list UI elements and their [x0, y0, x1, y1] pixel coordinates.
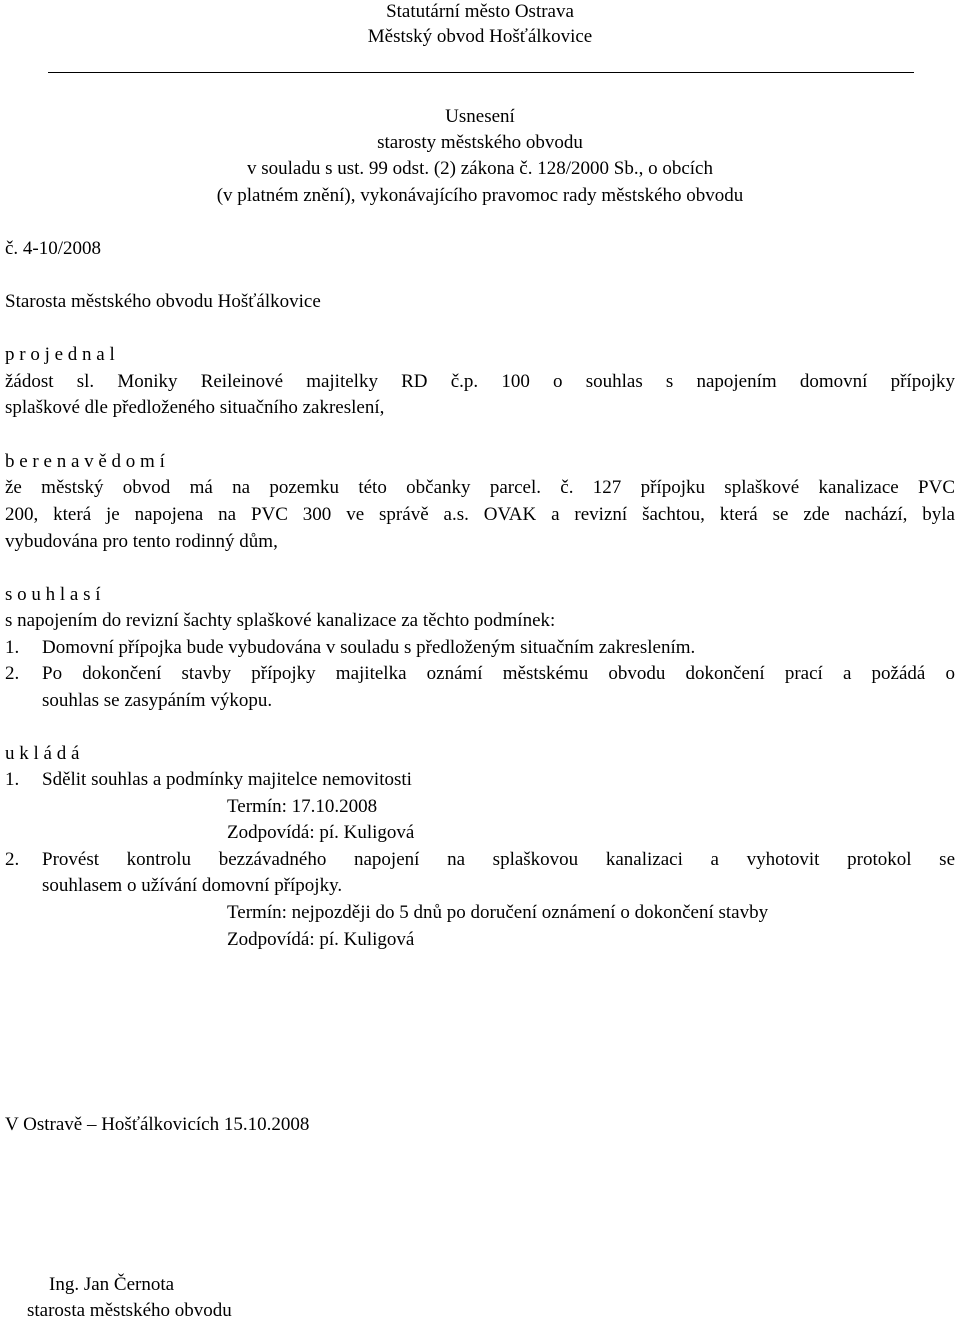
heading-bere-na-vedomi: b e r e n a v ě d o m í — [5, 451, 165, 472]
title-starosty: starosty městského obvodu — [377, 132, 583, 153]
title-legal-basis: v souladu s ust. 99 odst. (2) zákona č. 128/2000 Sb., o obcích — [247, 158, 713, 179]
souhlasi-item-2-number: 2. — [5, 663, 20, 684]
uklada-item-1-term: Termín: 17.10.2008 — [227, 796, 378, 817]
heading-uklada: u k l á d á — [5, 743, 80, 764]
souhlasi-item-2-line-2: souhlas se zasypáním výkopu. — [42, 690, 273, 711]
signature-name: Ing. Jan Černota — [49, 1274, 175, 1295]
uklada-item-1 — [5, 769, 412, 791]
projednal-line-2: splaškové dle předloženého situačního zakreslení, — [5, 397, 385, 418]
place-and-date: V Ostravě – Hošťálkovicích 15.10.2008 — [5, 1114, 310, 1135]
souhlasi-item-1 — [5, 637, 695, 659]
list-number: 1. — [5, 769, 20, 790]
bere-line-3: vybudována pro tento rodinný dům, — [5, 531, 278, 552]
heading-souhlasi: s o u h l a s í — [5, 584, 101, 605]
uklada-item-2-line-1: Provést kontrolu bezzávadného napojení na splaškovou kanalizaci a vyhotovit protokol se — [42, 849, 955, 870]
header-rule — [48, 72, 914, 73]
heading-projednal: p r o j e d n a l — [5, 344, 115, 365]
projednal-line-1: žádost sl. Moniky Reileinové majitelky RD č.p. 100 o souhlas s napojením domovní přípojky — [5, 371, 955, 392]
uklada-item-2-term: Termín: nejpozději do 5 dnů po doručení oznámení o dokončení stavby — [227, 902, 769, 923]
resolution-number: č. 4-10/2008 — [5, 238, 102, 259]
bere-line-2: 200, která je napojena na PVC 300 ve správě a.s. OVAK a revizní šachtou, která se zde nachází, byla — [5, 504, 955, 525]
souhlasi-intro: s napojením do revizní šachty splaškové kanalizace za těchto podmínek: — [5, 610, 556, 631]
uklada-item-2-line-2: souhlasem o užívání domovní přípojky. — [42, 875, 343, 896]
uklada-item-1-responsible: Zodpovídá: pí. Kuligová — [227, 822, 415, 843]
uklada-item-2-number: 2. — [5, 849, 20, 870]
list-text: Domovní přípojka bude vybudována v souladu s předloženým situačním zakreslením. — [42, 637, 696, 658]
header-city: Statutární město Ostrava — [386, 1, 574, 22]
title-usneseni: Usnesení — [445, 106, 515, 127]
uklada-item-2-responsible: Zodpovídá: pí. Kuligová — [227, 929, 415, 950]
title-platnem-zneni: (v platném znění), vykonávajícího pravomoc rady městského obvodu — [216, 185, 744, 206]
list-number: 1. — [5, 637, 20, 658]
list-text: Sdělit souhlas a podmínky majitelce nemovitosti — [42, 769, 412, 790]
souhlasi-item-2-line-1: Po dokončení stavby přípojky majitelka oznámí městskému obvodu dokončení prací a požádá o — [42, 663, 955, 684]
issuer: Starosta městského obvodu Hošťálkovice — [5, 291, 321, 312]
bere-line-1: že městský obvod má na pozemku této občanky parcel. č. 127 přípojku splaškové kanalizace PVC — [5, 477, 955, 498]
header-district: Městský obvod Hošťálkovice — [367, 26, 593, 47]
signature-role: starosta městského obvodu — [27, 1300, 232, 1321]
